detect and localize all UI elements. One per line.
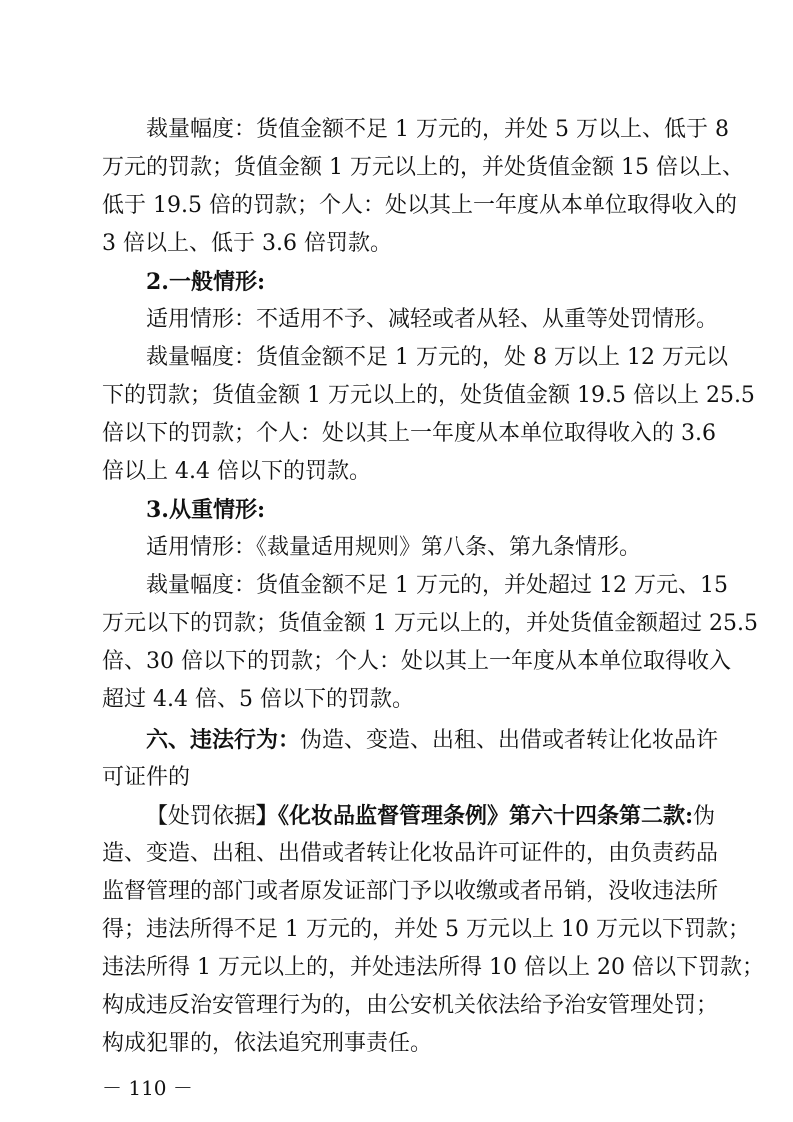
paragraph-line: 裁量幅度：货值金额不足 1 万元的，并处 5 万以上、低于 8 [146, 117, 729, 142]
basis-label: 处罚依据 [168, 804, 257, 829]
paragraph-line: 违法所得 1 万元以上的，并处违法所得 10 倍以上 20 倍以下罚款； [102, 955, 764, 980]
paragraph-line: 造、变造、出租、出借或者转让化妆品许可证件的，由负责药品 [102, 841, 719, 866]
page-number: － 110 － [102, 1076, 193, 1100]
penalty-basis-line [146, 799, 716, 834]
paragraph-line: 万元的罚款；货值金额 1 万元以上的，并处货值金额 15 倍以上、 [102, 155, 744, 180]
applicable-circumstance: 适用情形：《裁量适用规则》第八条、第九条情形。 [146, 535, 642, 560]
paragraph-line: 倍以上 4.4 倍以下的罚款。 [102, 459, 371, 484]
law-citation: 《化妆品监督管理条例》第六十四条第二款: [278, 803, 694, 829]
bracket-close: 】 [256, 803, 279, 829]
paragraph-line: 裁量幅度：货值金额不足 1 万元的，处 8 万以上 12 万元以 [146, 345, 728, 370]
paragraph-line: 可证件的 [102, 765, 191, 790]
paragraph-line: 3 倍以上、低于 3.6 倍罚款。 [102, 231, 392, 256]
violation-heading [146, 723, 719, 758]
applicable-circumstance: 适用情形：不适用不予、减轻或者从轻、从重等处罚情形。 [146, 307, 719, 332]
paragraph-line: 低于 19.5 倍的罚款；个人：处以其上一年度从本单位取得收入的 [102, 193, 737, 218]
violation-text: 伪造、变造、出租、出借或者转让化妆品许 [300, 728, 719, 753]
paragraph-line: 超过 4.4 倍、5 倍以下的罚款。 [102, 687, 414, 712]
section-heading: 2.一般情形: [146, 269, 266, 295]
basis-text: 伪 [693, 804, 716, 829]
violation-label: 六、违法行为： [146, 727, 301, 753]
paragraph-line: 倍、30 倍以下的罚款；个人：处以其上一年度从本单位取得收入 [102, 649, 731, 674]
bracket-open: 【 [146, 804, 169, 829]
paragraph-line: 监督管理的部门或者原发证部门予以收缴或者吊销，没收违法所 [102, 879, 719, 904]
paragraph-line: 得；违法所得不足 1 万元的，并处 5 万元以上 10 万元以下罚款； [102, 917, 750, 942]
paragraph-line: 万元以下的罚款；货值金额 1 万元以上的，并处货值金额超过 25.5 [102, 611, 758, 636]
paragraph-line: 构成犯罪的，依法追究刑事责任。 [102, 1031, 433, 1056]
paragraph-line: 构成违反治安管理行为的，由公安机关依法给予治安管理处罚； [102, 993, 719, 1018]
paragraph-line: 裁量幅度：货值金额不足 1 万元的，并处超过 12 万元、15 [146, 573, 728, 598]
paragraph-line: 下的罚款；货值金额 1 万元以上的，处货值金额 19.5 倍以上 25.5 [102, 383, 755, 408]
section-heading: 3.从重情形: [146, 497, 266, 523]
paragraph-line: 倍以下的罚款；个人：处以其上一年度从本单位取得收入的 3.6 [102, 421, 716, 446]
